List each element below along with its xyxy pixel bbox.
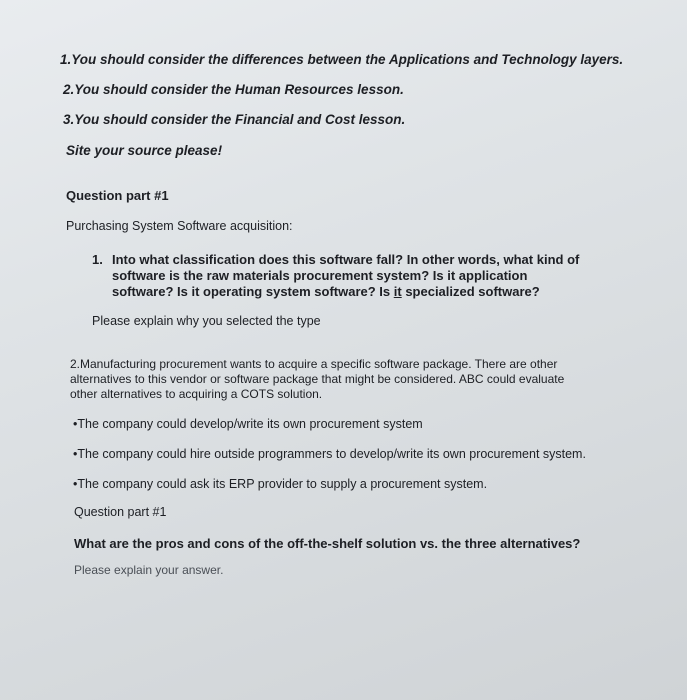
intro-line-3: 3.You should consider the Financial and Cost lesson. xyxy=(63,112,406,127)
section2-explain: Please explain your answer. xyxy=(74,563,224,577)
question-number: 1. xyxy=(92,252,103,267)
question-line-1: Into what classification does this software fall? In other words, what kind of xyxy=(112,252,580,267)
bullet-dot-icon: • xyxy=(73,477,78,491)
question-line-3-underlined: it xyxy=(393,284,402,299)
section1-heading: Question part #1 xyxy=(66,188,169,203)
section2-para-line-2: alternatives to this vendor or software package that might be considered. ABC could evaluate xyxy=(70,372,565,386)
bullet-text-3: The company could ask its ERP provider to supply a procurement system. xyxy=(77,477,488,491)
section2-para-line-1: 2.Manufacturing procurement wants to acquire a specific software package. There are other xyxy=(70,357,558,371)
intro-line-4: Site your source please! xyxy=(66,143,223,158)
question-line-3-pre: software? Is it operating system software? Is xyxy=(112,284,394,299)
bullet-dot-icon: • xyxy=(73,447,78,461)
section2-heading: Question part #1 xyxy=(74,505,167,519)
question-line-3-post: specialized software? xyxy=(401,284,540,299)
section1-subtitle: Purchasing System Software acquisition: xyxy=(66,219,293,233)
question-line-3 xyxy=(112,284,540,299)
section2-question: What are the pros and cons of the off-the-shelf solution vs. the three alternatives? xyxy=(74,536,581,551)
question-line-2: software is the raw materials procurement system? Is it application xyxy=(112,268,528,283)
bullet-text-1: The company could develop/write its own procurement system xyxy=(77,417,423,431)
bullet-item-1 xyxy=(73,417,423,431)
section2-para-line-3: other alternatives to acquiring a COTS solution. xyxy=(70,387,323,401)
bullet-item-3 xyxy=(73,477,487,491)
section1-explain: Please explain why you selected the type xyxy=(92,314,321,328)
bullet-item-2 xyxy=(73,447,586,461)
intro-line-1: 1.You should consider the differences between the Applications and Technology layers. xyxy=(60,52,624,67)
intro-line-2: 2.You should consider the Human Resources lesson. xyxy=(63,82,404,97)
bullet-text-2: The company could hire outside programmers to develop/write its own procurement system. xyxy=(77,447,586,461)
bullet-dot-icon: • xyxy=(73,417,78,431)
